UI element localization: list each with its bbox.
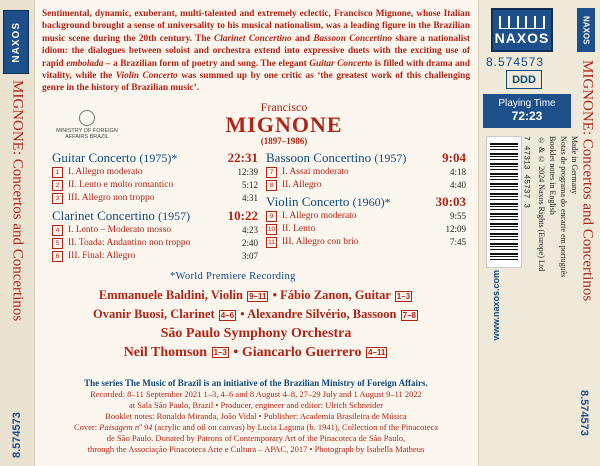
track: 5 II. Toada: Andantino non troppo 2:40: [52, 237, 258, 250]
work-title: Clarinet Concertino: [52, 208, 155, 223]
naxos-logo-text: NAXOS: [494, 30, 550, 46]
credits-block: [42, 378, 470, 455]
crest-icon: [79, 110, 95, 126]
conductors-line: Neil Thomson 1–3 • Giancarlo Guerrero 4–11: [123, 345, 386, 360]
track: 4 I. Lento – Moderato mosso 4:23: [52, 224, 258, 237]
ddd-badge: DDD: [506, 70, 542, 89]
rights-line: ℗ & © 2024 Naxos Rights (Europe) Ltd: [537, 136, 546, 272]
composer-first-name: Francisco: [260, 100, 308, 114]
track: 2 II. Lento e molto romantico 5:12: [52, 179, 258, 192]
left-spine-title: MIGNONE: Concertos and Concertinos: [9, 80, 26, 322]
work-duration: 22:31: [227, 150, 258, 165]
track: 3 III. Allegro non troppo 4:31: [52, 192, 258, 205]
naxos-logo-left: [3, 10, 29, 74]
website-link[interactable]: www.naxos.com: [491, 270, 501, 341]
barcode-digits: 7 47313 45737 3: [521, 136, 531, 209]
work-guitar-concerto: [52, 150, 258, 205]
track: 7 I. Assai moderato 4:18: [266, 166, 466, 179]
orchestra-name: São Paulo Symphony Orchestra: [160, 326, 352, 341]
work-year: (1957): [158, 209, 191, 223]
right-spine-title: MIGNONE: Concertos and Concertinos: [579, 60, 596, 302]
work-bassoon-concertino: [266, 150, 466, 192]
work-duration: 9:04: [442, 150, 466, 165]
naxos-logo-right: NAXOS: [577, 8, 595, 52]
work-title: Violin Concerto: [266, 194, 350, 209]
left-spine-catalog: 8.574573: [11, 412, 23, 458]
track: 10 II. Lento 12:09: [267, 224, 466, 234]
notes-line-pt: Notas de programa do encarte em português: [559, 136, 568, 278]
performers-line-2: Ovanir Buosi, Clarinet 4–6 • Alexandre Silvério, Bassoon 7–8: [93, 307, 416, 321]
track: 9 I. Allegro moderato 9:55: [266, 210, 466, 223]
track: 11 III. Allegro con brio 7:45: [266, 236, 466, 249]
work-title: Bassoon Concertino: [266, 150, 372, 165]
work-title: Guitar Concerto: [52, 150, 137, 165]
track: 1 I. Allegro moderato 12:39: [52, 166, 258, 179]
performers-line-1: Emmanuele Baldini, Violin 9–11 • Fábio Zanon, Guitar 1–3: [98, 288, 411, 302]
recorded-info: Recorded: 8–11 September 2021 1–3, 4–6 and 8 August 4–8, 27–29 July and 1 August 9–11 2022: [90, 389, 422, 399]
main-content: [34, 0, 478, 466]
notes-info: Booklet notes: Ronaldo Miranda, João Vidal • Publisher: Academia Brasileira de Música: [105, 411, 407, 421]
work-year: (1957): [374, 151, 407, 165]
work-duration: 10:22: [227, 208, 258, 223]
ministry-logo: MINISTRY OF FOREIGN AFFAIRS BRAZIL: [52, 110, 122, 140]
naxos-columns-icon: [499, 14, 545, 29]
cover-info: Cover: Paisagem nº 94 (acrylic and oil on canvas) by Lucia Laguna (b. 1941), Collection of the Pinacoteca: [73, 422, 439, 432]
right-spine-catalog: 8.574573: [578, 390, 590, 436]
barcode: [486, 136, 522, 268]
cover-info-3: through the Associação Pinacoteca Arte e Cultura – APAC, 2017 • Photograph by Isabella Matheus: [87, 444, 425, 454]
intro-text: Sentimental, dynamic, exuberant, multi-talented and extremely eclectic, Francisco Mignone, whose Italian background brought a sense of universality to his musical nationalism, was a leading figure in the Brazilian music scene during the 20th century. The Clarinet Concertino and Bassoon Concertino share a nationalist idiom: the dialogues between soloist and orchestra extend into expressive duets with the exciting use of rapid embolada – a Brazilian form of poetry and song. The elegant Guitar Concerto is filled with drama and vitality, while the Violin Concerto was summed up by one critic as ‘the greatest work of this challenging genre in the history of Brazilian music’.: [42, 9, 471, 94]
work-year: (1975)*: [139, 151, 178, 165]
notes-line-en: Booklet notes in English: [548, 136, 557, 215]
brand-text: NAXOS: [10, 21, 22, 63]
barcode-icon: [487, 137, 521, 267]
work-violin-concerto: [266, 194, 466, 249]
composer-surname: MIGNONE: [225, 112, 343, 137]
made-in-line: Made in Germany: [570, 136, 579, 195]
world-premiere-note: *World Premiere Recording: [170, 271, 296, 282]
track: 8 II. Allegro 4:40: [266, 179, 466, 192]
series-note: The series The Music of Brazil is an initiative of the Brazilian Ministry of Foreign Affairs.: [84, 378, 428, 388]
playing-time: Playing Time 72:23: [483, 94, 571, 128]
track: 6 III. Final: Allegro 3:07: [52, 250, 258, 263]
composer-dates: (1897–1986): [260, 136, 308, 146]
naxos-logo: [491, 8, 553, 52]
cover-info-2: de São Paulo. Donated by Patrons of Contemporary Art of the Pinacoteca de São Paulo,: [106, 433, 406, 443]
venue-info: at Sala São Paulo, Brazil • Producer, engineer and editor: Ulrich Schneider: [128, 400, 384, 410]
work-year: (1960)*: [352, 195, 391, 209]
work-duration: 30:03: [435, 194, 466, 209]
catalog-number: 8.574573: [486, 55, 545, 69]
work-clarinet-concertino: [52, 208, 258, 263]
